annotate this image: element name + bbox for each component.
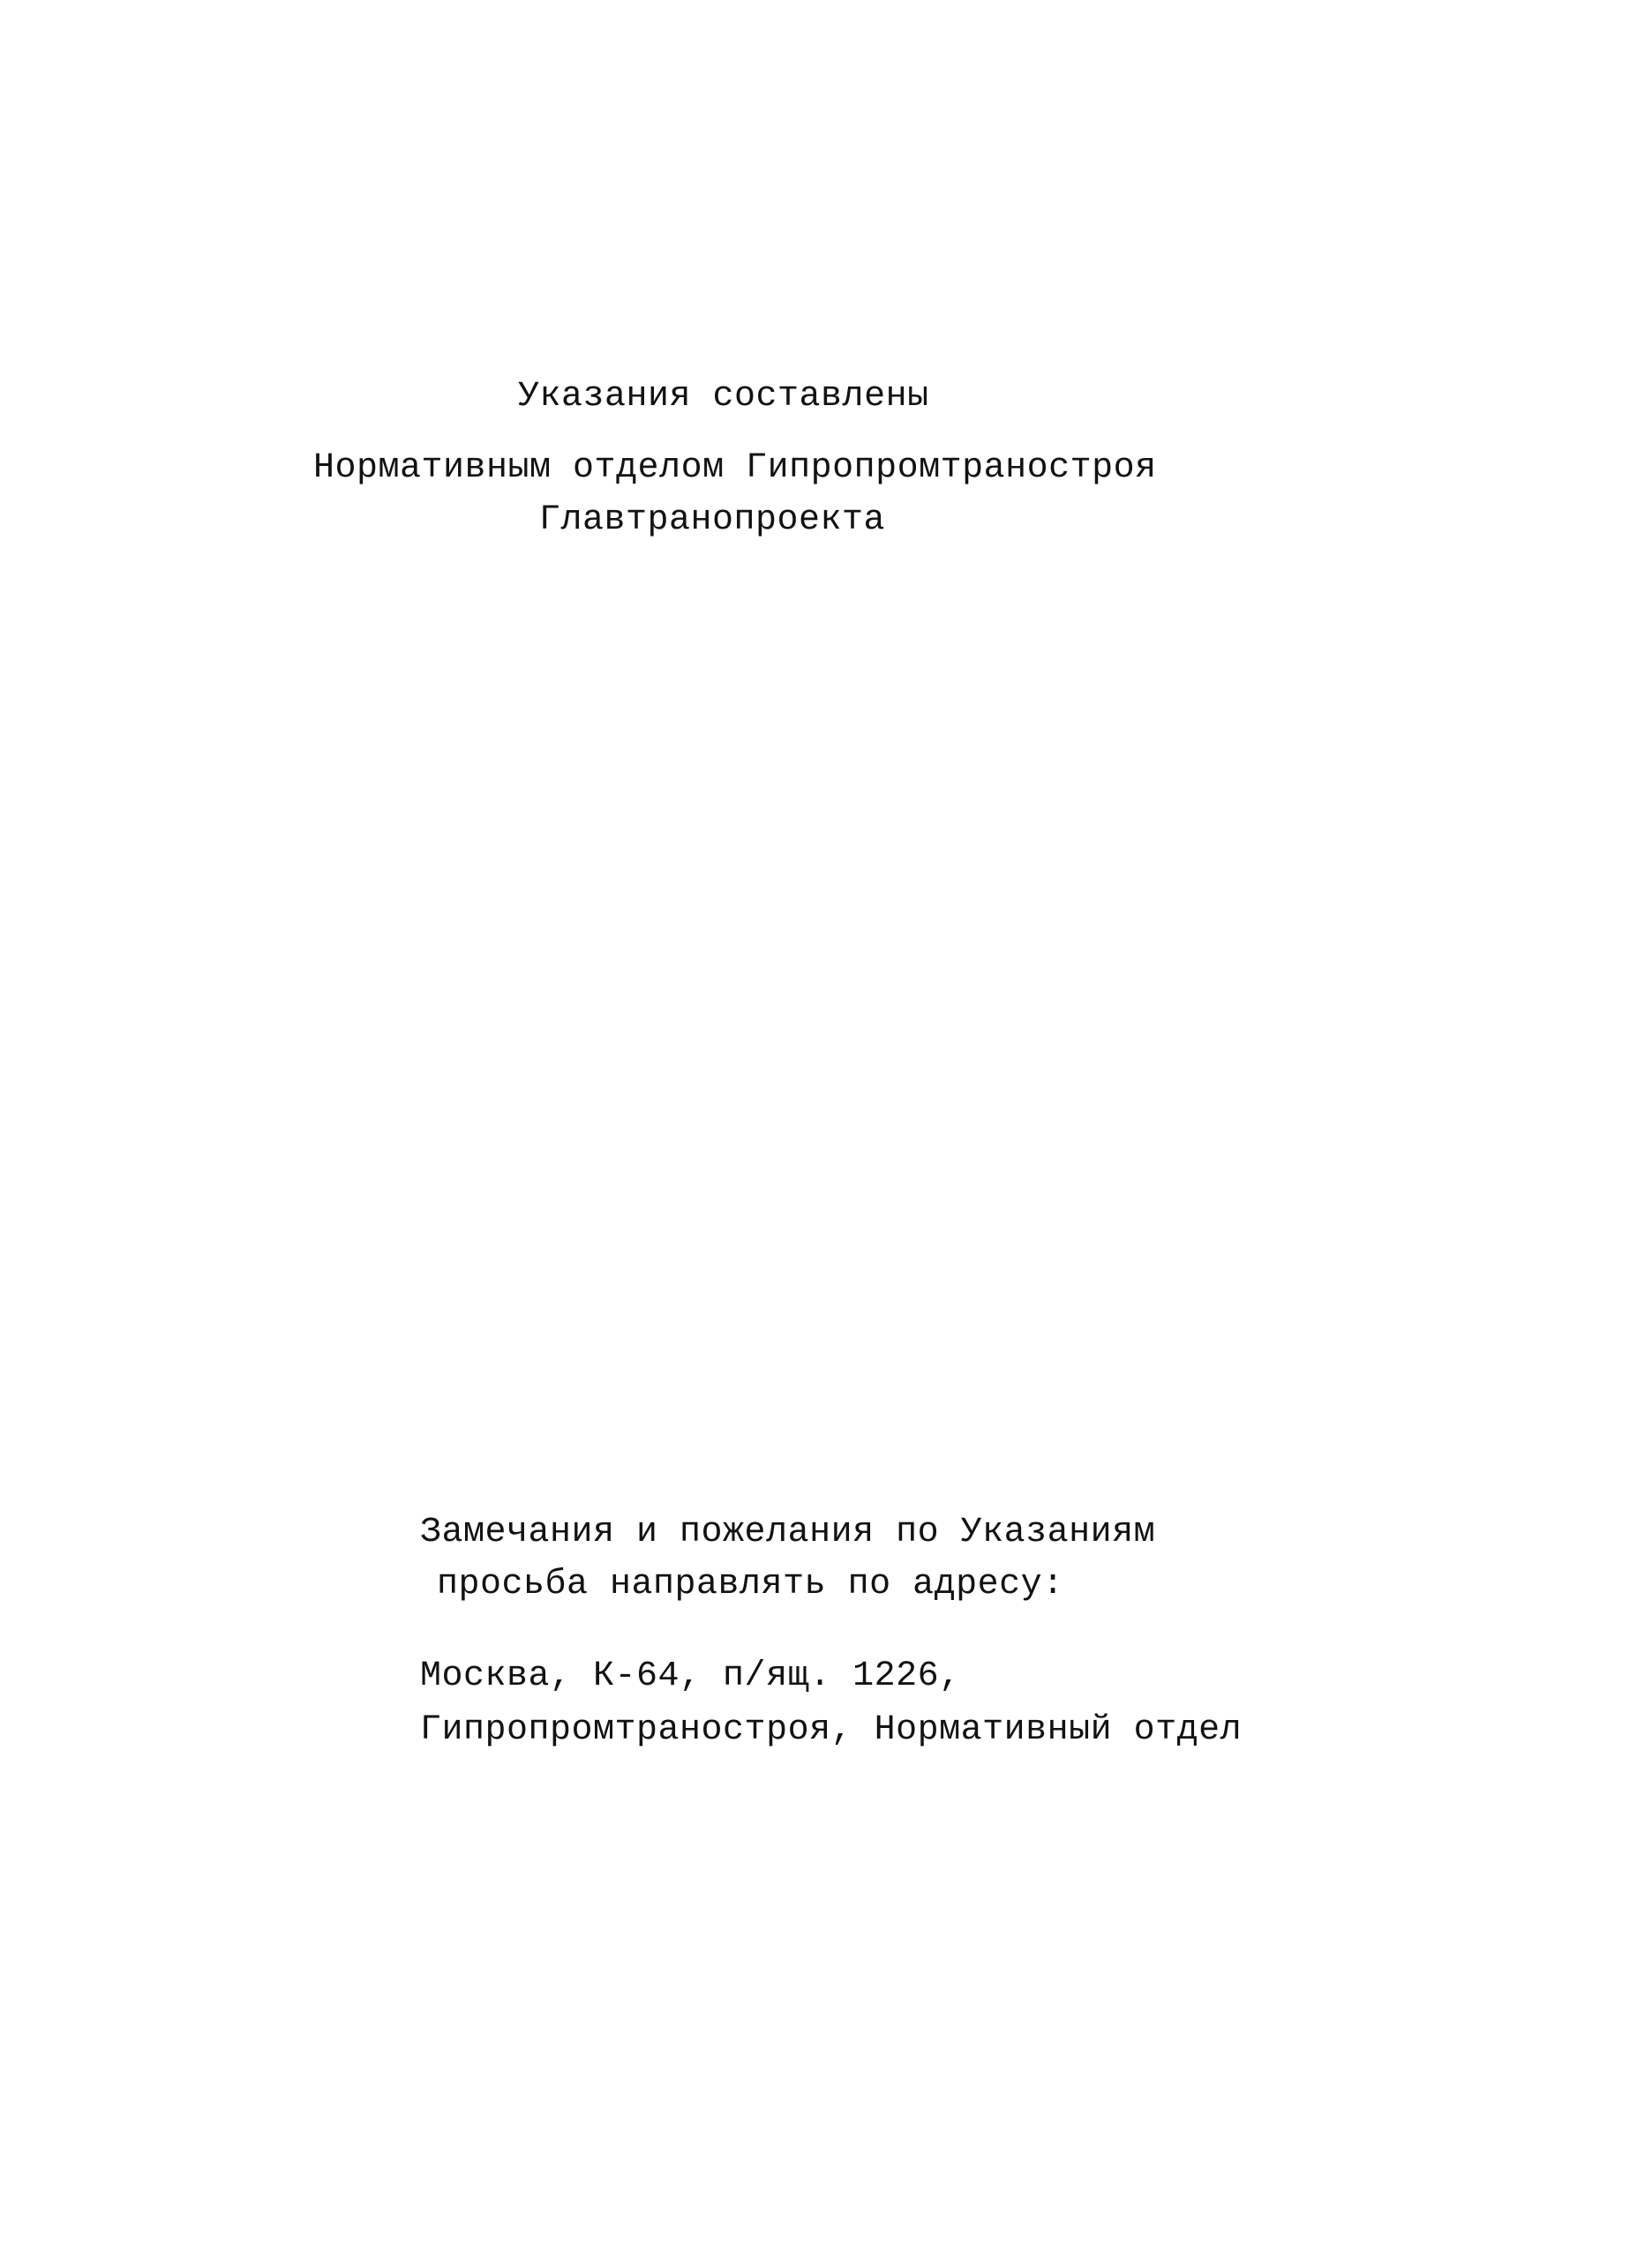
address-line-2: Гипропромтраностроя, Нормативный отдел	[420, 1710, 1243, 1750]
credits-line-2: Нормативным отделом Гипропромтраностроя	[313, 448, 1157, 488]
contact-line-1: Замечания и пожелания по Указаниям	[420, 1513, 1156, 1552]
address-line-1: Москва, К-64, п/ящ. 1226,	[420, 1656, 961, 1696]
contact-line-2: просьба направлять по адресу:	[437, 1565, 1064, 1604]
credits-line-1: Указания составлены	[518, 377, 929, 417]
credits-line-3: Главтранопроекта	[539, 500, 886, 540]
